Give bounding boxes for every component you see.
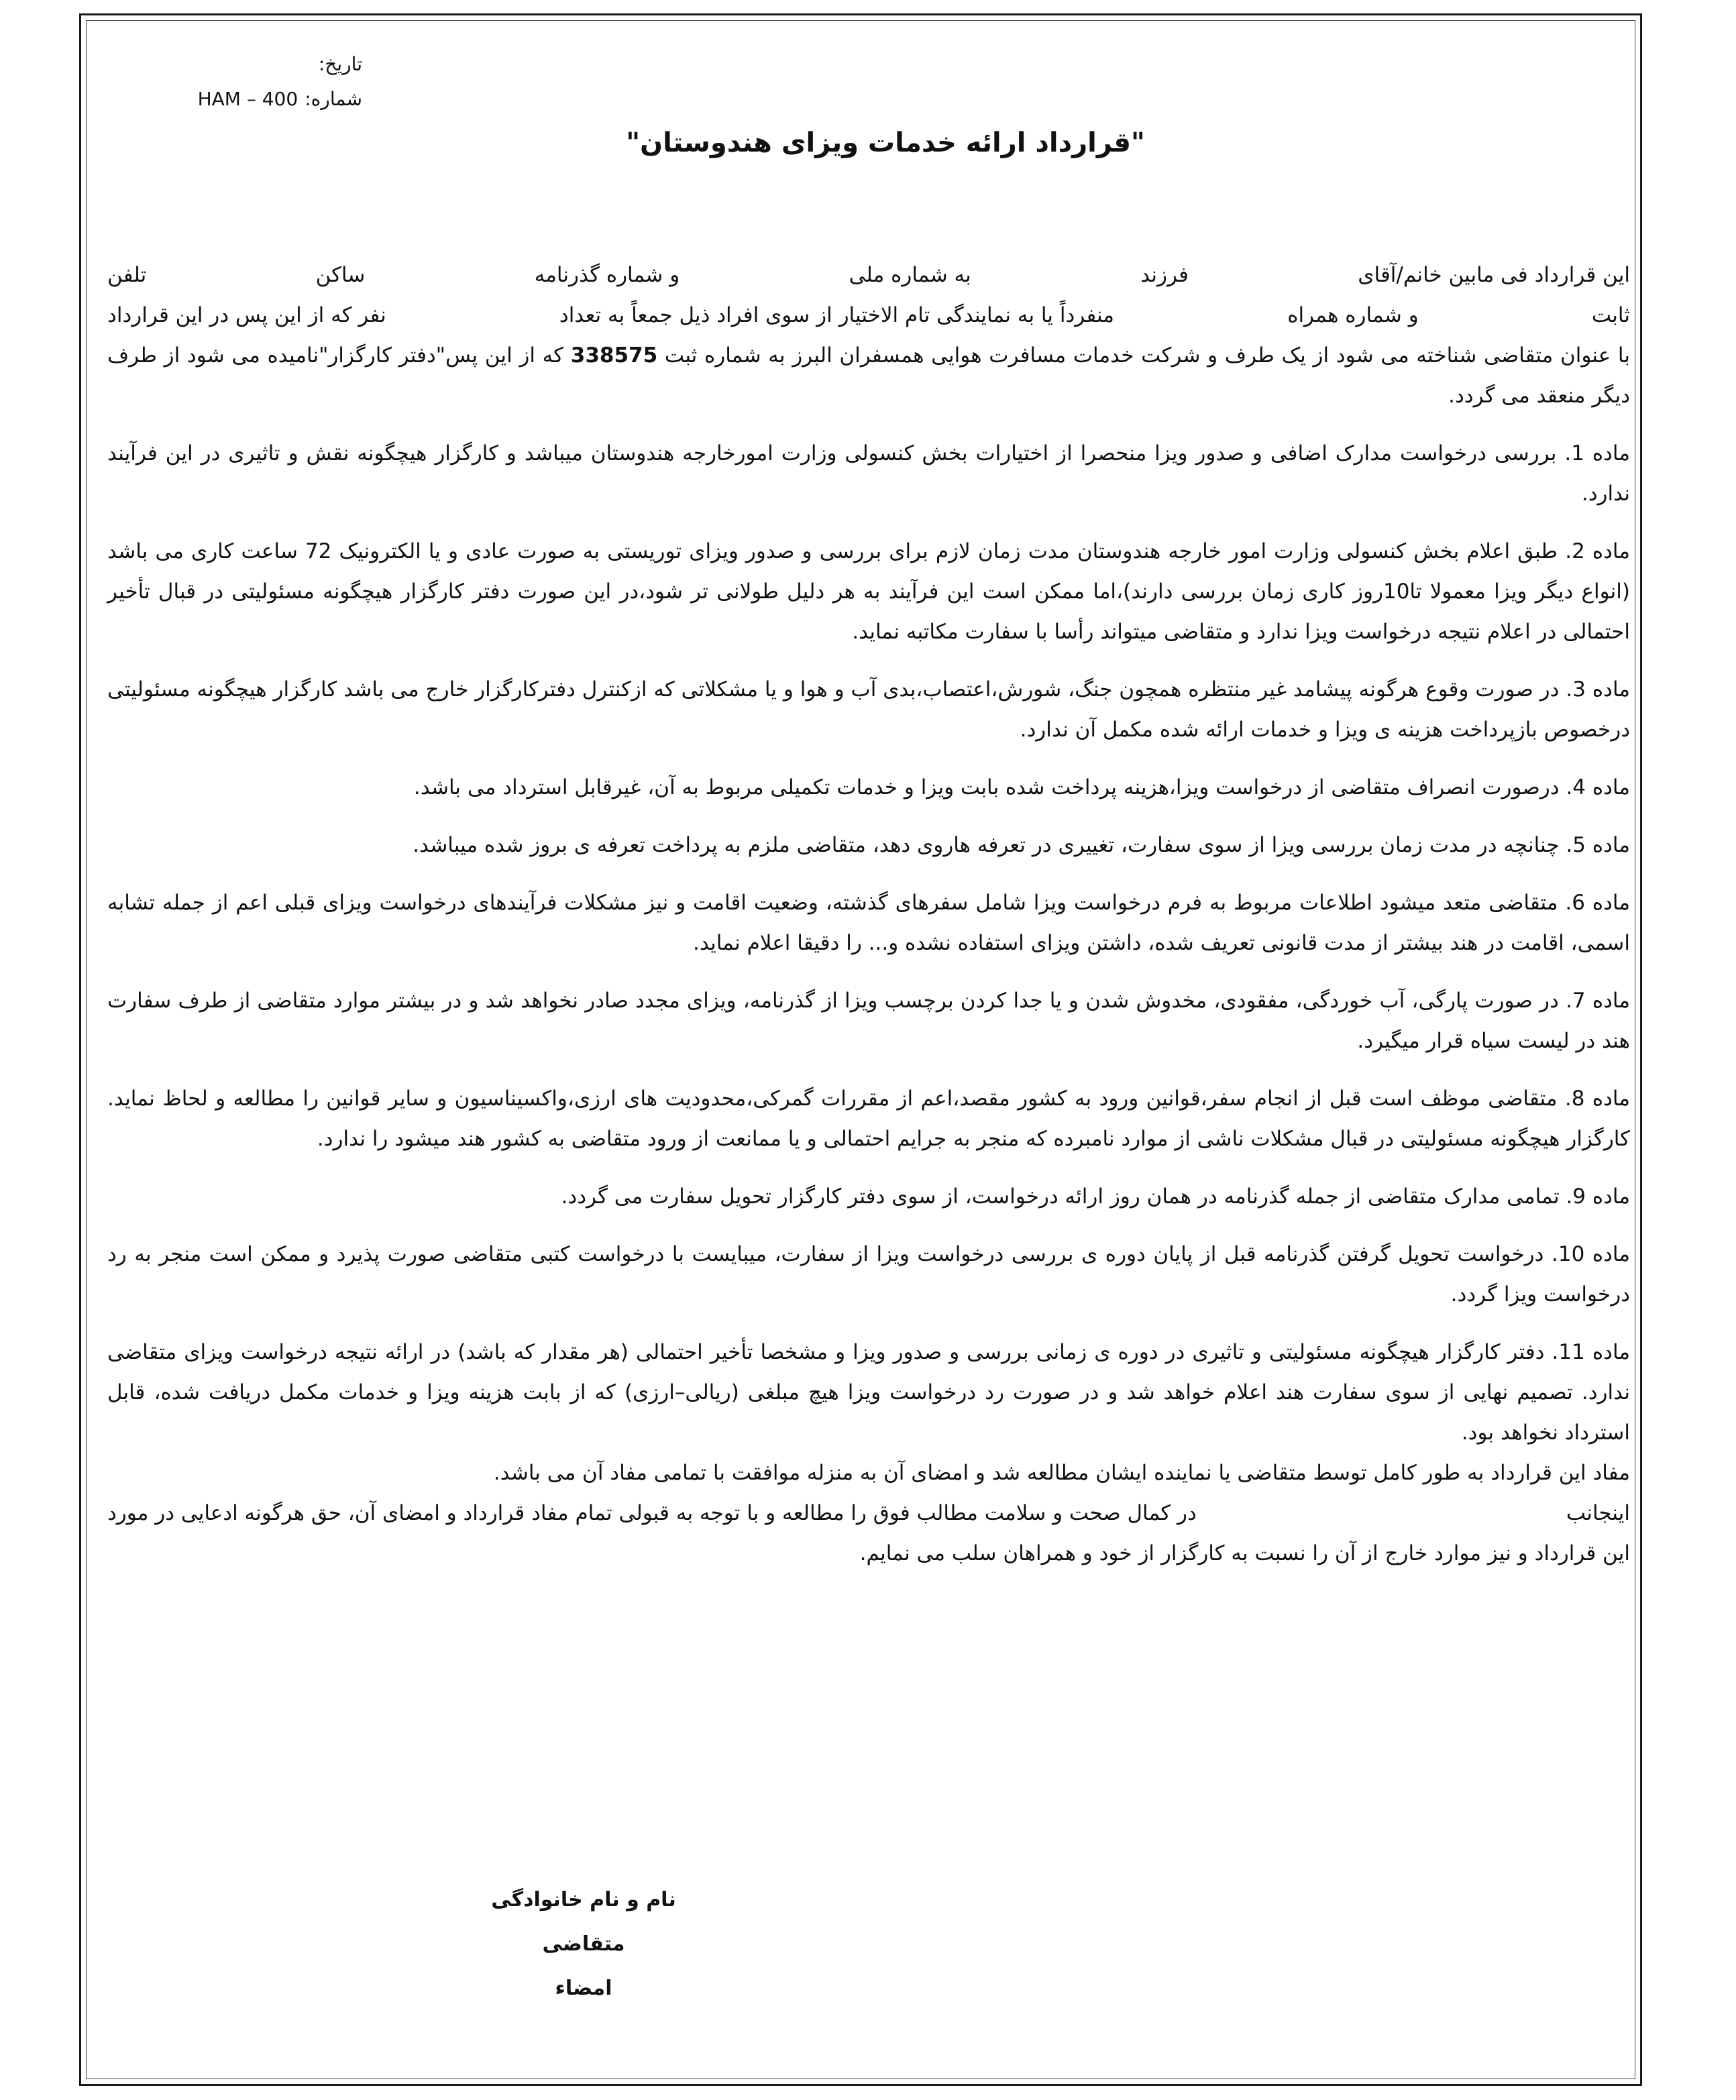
article-text: تمامی مدارک متقاضی از جمله گذرنامه در همان روز ارائه درخواست، از سوی دفتر کارگزار تحویل سفارت می گردد.: [561, 1184, 1560, 1209]
number-value: HAM – 400: [197, 88, 299, 110]
article-number: 9.: [1566, 1184, 1586, 1209]
preamble-field: و شماره همراه: [1287, 303, 1419, 327]
preamble-field: این قرارداد فی مابین خانم/آقای: [1358, 263, 1630, 287]
preamble-text: که از این پس"دفتر کارگزار"نامیده می شود از طرف دیگر منعقد می گردد.: [107, 343, 1630, 408]
article-10: [107, 1234, 1630, 1315]
article-number: 4.: [1566, 775, 1586, 799]
preamble-field: ساکن: [315, 263, 366, 287]
article-3: [107, 669, 1630, 750]
article-text: درخواست تحویل گرفتن گذرنامه قبل از پایان دوره ی بررسی درخواست ویزا از سفارت، میبایست با درخواست کتبی متقاضی صورت پذیرد و ممکن است منجر به رد درخواست ویزا گردد.: [107, 1242, 1630, 1307]
article-text: طبق اعلام بخش کنسولی وزارت امور خارجه هندوستان مدت زمان لازم برای بررسی و صدور ویزای توریستی به صورت عادی و یا الکترونیک 72 ساعت کاری می باشد (انواع دیگر ویزا معمولا تا10روز کاری زمان بررسی دارند)،اما ممکن است این فرآیند به هر دلیل طولانی تر شود،در این صورت دفتر کارگزار هیچگونه مسئولیتی در قبال تأخیر احتمالی در اعلام نتیجه درخواست ویزا ندارد و متقاضی میتواند رأسا با سفارت مکاتبه نماید.: [107, 539, 1630, 644]
article-number: 7.: [1566, 989, 1586, 1013]
contract-body: [107, 255, 1630, 1573]
article-label: ماده: [1592, 1087, 1630, 1111]
applicant-name-label: نام و نام خانوادگی متقاضی: [491, 1888, 676, 1956]
article-1: [107, 433, 1630, 514]
article-text: متقاضی متعد میشود اطلاعات مربوط به فرم درخواست ویزا شامل سفرهای گذشته، وضعیت اقامت و نیز مشکلات فرآیندهای درخواست ویزای قبلی اعم از جمله تشابه اسمی، اقامت در هند بیشتر از مدت قانونی تعریف شده، داشتن ویزای استفاده نشده و... را دقیقا اعلام نماید.: [107, 891, 1630, 955]
article-6: [107, 883, 1630, 963]
declaration-middle: در کمال صحت و سلامت مطالب فوق را مطالعه و با توجه به قبولی تمام مفاد قرارداد و امضای آن، حق هرگونه ادعایی در مورد: [107, 1501, 1197, 1525]
preamble-field: تلفن: [107, 263, 147, 287]
article-number: 8.: [1564, 1087, 1585, 1111]
signature-label: امضاء: [555, 1977, 612, 2000]
article-label: ماده: [1592, 989, 1630, 1013]
article-label: ماده: [1592, 775, 1630, 799]
article-text: چنانچه در مدت زمان بررسی ویزا از سوی سفارت، تغییری در تعرفه هاروی دهد، متقاضی ملزم به پرداخت تعرفه ی بروز شده میباشد.: [413, 833, 1560, 857]
preamble-line-1: [107, 255, 1630, 295]
number-row: [161, 82, 362, 117]
preamble-field: و شماره گذرنامه: [534, 263, 680, 287]
date-row: [161, 47, 362, 82]
preamble-field: نفر که از این پس در این قرارداد: [107, 303, 386, 327]
article-11: [107, 1332, 1630, 1453]
declaration-end: این قرارداد و نیز موارد خارج از آن را نسبت به کارگزار از خود و همراهان سلب می نمایم.: [859, 1541, 1630, 1565]
article-number: 3.: [1566, 677, 1586, 702]
article-label: ماده: [1592, 1184, 1630, 1209]
preamble-text: با عنوان متقاضی شناخته می شود از یک طرف و شرکت خدمات مسافرت هوایی همسفران البرز به شماره ثبت: [664, 343, 1630, 368]
article-label: ماده: [1592, 1242, 1630, 1266]
preamble-field: فرزند: [1140, 263, 1189, 287]
article-number: 10.: [1552, 1242, 1585, 1266]
article-label: ماده: [1592, 677, 1631, 702]
preamble-field: منفرداً یا به نمایندگی تام الاختیار از سوی افراد ذیل جمعاً به تعداد: [559, 303, 1115, 327]
closing-declaration-line: [107, 1493, 1630, 1533]
closing-agreement: مفاد این قرارداد به طور کامل توسط متقاضی یا نماینده ایشان مطالعه شد و امضای آن به منزله موافقت با تمامی مفاد آن می باشد.: [493, 1461, 1630, 1485]
preamble-field: به شماره ملی: [849, 263, 971, 287]
document-title: "قرارداد ارائه خدمات ویزای هندوستان": [626, 127, 1145, 158]
article-number: 6.: [1565, 891, 1585, 915]
registration-number: 338575: [570, 343, 658, 368]
article-label: ماده: [1592, 539, 1630, 563]
article-number: 11.: [1552, 1340, 1585, 1364]
article-label: ماده: [1592, 891, 1630, 915]
preamble-line-2: [107, 295, 1630, 335]
article-text: بررسی درخواست مدارک اضافی و صدور ویزا منحصرا از اختیارات بخش کنسولی وزارت امورخارجه هندوستان میباشد و کارگزار هیچگونه نقش و تاثیری در این فرآیند ندارد.: [107, 441, 1630, 506]
article-2: [107, 531, 1630, 652]
article-label: ماده: [1592, 1340, 1631, 1364]
article-8: [107, 1079, 1630, 1159]
article-5: [107, 825, 1630, 865]
preamble-line-3: [107, 335, 1630, 416]
date-label: تاریخ:: [318, 53, 362, 75]
document-meta: [161, 47, 362, 117]
signature-block: [470, 1878, 698, 2011]
article-label: ماده: [1592, 833, 1630, 857]
preamble-field: ثابت: [1591, 303, 1630, 327]
article-text: دفتر کارگزار هیچگونه مسئولیتی و تاثیری در دوره ی زمانی بررسی و صدور ویزا و مشخصا تأخیر احتمالی (هر مقدار که باشد) در ارائه نتیجه درخواست ویزای متقاضی ندارد. تصمیم نهایی از سوی سفارت هند اعلام خواهد شد و در صورت رد درخواست ویزا هیچ مبلغی (ریالی–ارزی) که از بابت هزینه ویزا و خدمات مکمل دریافت شده، قابل استرداد نخواهد بود.: [107, 1340, 1630, 1445]
article-text: درصورت انصراف متقاضی از درخواست ویزا،هزینه پرداخت شده بابت ویزا و خدمات تکمیلی مربوط به آن، غیرقابل استرداد می باشد.: [413, 775, 1560, 799]
article-7: [107, 981, 1630, 1061]
number-label: شماره:: [305, 88, 362, 110]
article-number: 1.: [1564, 441, 1584, 465]
article-text: متقاضی موظف است قبل از انجام سفر،قوانین ورود به کشور مقصد،اعم از مقررات گمرکی،محدودیت های ارزی،واکسیناسیون و سایر قوانین را مطالعه و لحاظ نماید. کارگزار هیچگونه مسئولیتی در قبال مشکلات ناشی از موارد نامبرده که منجر به جرایم احتمالی و یا ممانعت از ورود متقاضی به کشور هند میشود را ندارد.: [107, 1087, 1630, 1151]
article-text: در صورت وقوع هرگونه پیشامد غیر منتظره همچون جنگ، شورش،اعتصاب،بدی آب و هوا و یا مشکلاتی که ازکنترل دفترکارگزار خارج می باشد کارگزار هیچگونه مسئولیتی درخصوص بازپرداخت هزینه ی ویزا و خدمات ارائه شده مکمل آن ندارد.: [107, 677, 1630, 742]
article-text: در صورت پارگی، آب خوردگی، مفقودی، مخدوش شدن و یا جدا کردن برچسب ویزا از گذرنامه، ویزای مجدد صادر نخواهد شد و در بیشتر موارد متقاضی از طرف سفارت هند در لیست سیاه قرار میگیرد.: [107, 989, 1630, 1053]
article-number: 2.: [1565, 539, 1585, 563]
declaration-start: اینجانب: [1566, 1501, 1630, 1525]
article-9: [107, 1176, 1630, 1217]
article-4: [107, 767, 1630, 808]
article-label: ماده: [1592, 441, 1630, 465]
article-number: 5.: [1566, 833, 1586, 857]
